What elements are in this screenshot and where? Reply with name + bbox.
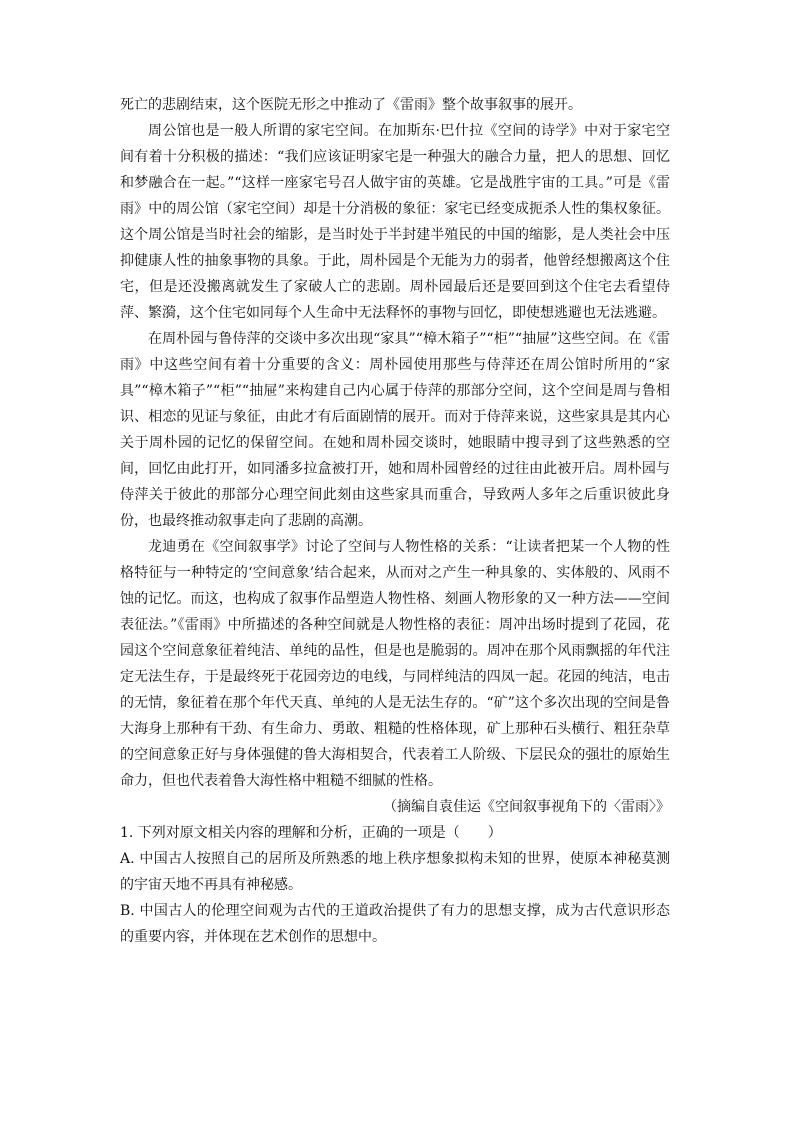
paragraph-3: 在周朴园与鲁侍萍的交谈中多次出现“家具”“樟木箱子”“柜”“抽屉”这些空间。在《雷雨》中这些空间有着十分重要的含义：周朴园使用那些与侍萍还在周公馆时所用的“家具”“樟木箱子”“柜”“抽屉”来构建自己内心属于侍萍的那部分空间，这个空间是周与鲁相识、相恋的见证与象征，由此才有后面剧情的展开。而对于侍萍来说，这些家具是其内心关于周朴园的记忆的保留空间。在她和周朴园交谈时，她眼睛中搜寻到了这些熟悉的空间，回忆由此打开，如同潘多拉盒被打开，她和周朴园曾经的过往由此被开启。周朴园与侍萍关于彼此的那部分心理空间此刻由这些家具而重合，导致两人多年之后重识彼此身份，也最终推动叙事走向了悲剧的高潮。 [120, 331, 670, 529]
document-page [120, 92, 670, 950]
paragraph-1: 死亡的悲剧结束，这个医院无形之中推动了《雷雨》整个故事叙事的展开。 [120, 97, 582, 113]
option-b: B. 中国古人的伦理空间观为古代的王道政治提供了有力的思想支撑，成为古代意识形态的重要内容，并体现在艺术创作的思想中。 [120, 903, 670, 945]
paragraph-2: 周公馆也是一般人所谓的家宅空间。在加斯东·巴什拉《空间的诗学》中对于家宅空间有着十分积极的描述：“我们应该证明家宅是一种强大的融合力量，把人的思想、回忆和梦融合在一起。”“这样一座家宅号召人做宇宙的英雄。它是战胜宇宙的工具。”可是《雷雨》中的周公馆（家宅空间）却是十分消极的象征：家宅已经变成扼杀人性的集权象征。这个周公馆是当时社会的缩影，是当时处于半封建半殖民的中国的缩影，是人类社会中压抑健康人性的抽象事物的具象。于此，周朴园是个无能为力的弱者，他曾经想搬离这个住宅，但是还没搬离就发生了家破人亡的悲剧。周朴园最后还是要回到这个住宅去看望侍萍、繁漪，这个住宅如同每个人生命中无法释怀的事物与回忆，即使想逃避也无法逃避。 [120, 123, 670, 321]
source-citation: （摘编自袁佳运《空间叙事视角下的〈雷雨〉》 [383, 799, 670, 815]
option-a: A. 中国古人按照自己的居所及所熟悉的地上秩序想象拟构未知的世界，使原本神秘莫测的宇宙天地不再具有神秘感。 [120, 851, 670, 893]
paragraph-4: 龙迪勇在《空间叙事学》讨论了空间与人物性格的关系：“让读者把某一个人物的性格特征与一种特定的‘空间意象’结合起来，从而对之产生一种具象的、实体般的、风雨不蚀的记忆。而这，也构成了叙事作品塑造人物性格、刻画人物形象的又一种方法——空间表征法。”《雷雨》中所描述的各种空间就是人物性格的表征：周冲出场时提到了花园，花园这个空间意象征着纯洁、单纯的品性，但是也是脆弱的。周冲在那个风雨飘摇的年代注定无法生存，于是最终死于花园旁边的电线，与同样纯洁的四凤一起。花园的纯洁，电击的无情，象征着在那个年代天真、单纯的人是无法生存的。“矿”这个多次出现的空间是鲁大海身上那种有干劲、有生命力、勇敢、粗糙的性格体现，矿上那种石头横行、粗狂杂草的空间意象正好与身体强健的鲁大海相契合，代表着工人阶级、下层民众的强壮的原始生命力，但也代表着鲁大海性格中粗糙不细腻的性格。 [120, 539, 670, 789]
question-1: 1. 下列对原文相关内容的理解和分析，正确的一项是（ ） [120, 825, 502, 841]
